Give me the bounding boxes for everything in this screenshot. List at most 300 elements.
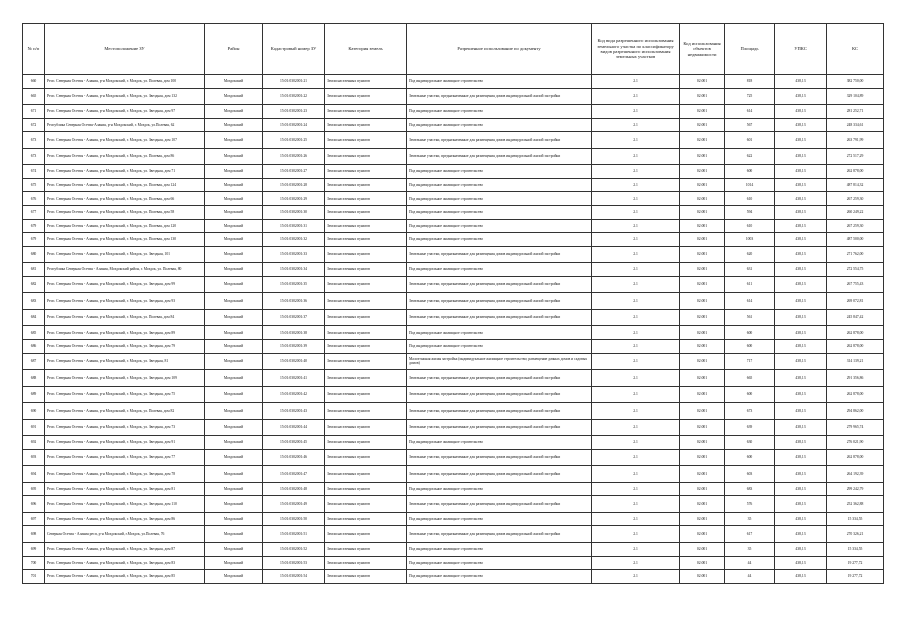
table-row — [23, 246, 884, 263]
use-code-cell: 2.1 — [592, 556, 680, 570]
land-category-cell: Земли населенных пунктов — [325, 449, 407, 466]
cadastral-number-cell: 15:01:0302001:42 — [263, 386, 325, 403]
location-cell: Респ. Северная Осетия - Алания, р-н Моздокский, г. Моздок, ул. Полевая, дом 124 — [45, 178, 205, 192]
upks-cell: 438,13 — [775, 542, 827, 556]
cadastral-number-cell: 15:01:0302001:22 — [263, 88, 325, 105]
row-number-cell: 699 — [23, 542, 45, 556]
ks-cell: 267 259,30 — [827, 192, 884, 206]
upks-cell: 438,13 — [775, 556, 827, 570]
district-cell: Моздокский — [205, 178, 263, 192]
permitted-use-cell: Под индивидуальное жилищное строительство — [407, 233, 592, 247]
use-code-cell: 2.1 — [592, 233, 680, 247]
row-number-cell: 679 — [23, 219, 45, 233]
property-use-code-cell: 02:001 — [680, 386, 725, 403]
cadastral-number-cell: 15:01:0302001:53 — [263, 556, 325, 570]
column-header: Код использования объектов недвижимости — [680, 24, 725, 75]
use-code-cell: 2.1 — [592, 570, 680, 584]
table-row — [23, 419, 884, 436]
ks-cell: 382 750,00 — [827, 75, 884, 89]
area-cell: 35 — [725, 512, 775, 526]
cadastral-number-cell: 15:01:0302001:26 — [263, 148, 325, 165]
use-code-cell: 2.1 — [592, 309, 680, 326]
land-category-cell: Земли населенных пунктов — [325, 386, 407, 403]
location-cell: Респ. Северная Осетия - Алания, р-н Моздокский, г. Моздок, ул. Звездная, дом 79 — [45, 340, 205, 354]
table-row — [23, 449, 884, 466]
area-cell: 630 — [725, 436, 775, 450]
location-cell: Респ. Северная Осетия - Алания, р-н Моздокский, г. Моздок, ул. Звездная, дом 107 — [45, 132, 205, 149]
row-number-cell: 695 — [23, 482, 45, 496]
ks-cell: 19 277,72 — [827, 556, 884, 570]
ks-cell: 262 878,00 — [827, 340, 884, 354]
property-use-code-cell: 02:001 — [680, 263, 725, 277]
permitted-use-cell: Земельные участки, предназначенные для размещения домов индивидуальной жилой застройки — [407, 148, 592, 165]
area-cell: 614 — [725, 293, 775, 310]
upks-cell: 438,13 — [775, 75, 827, 89]
district-cell: Моздокский — [205, 105, 263, 119]
cadastral-number-cell: 15:01:0302001:39 — [263, 340, 325, 354]
area-cell: 614 — [725, 105, 775, 119]
upks-cell: 438,13 — [775, 370, 827, 387]
column-header: УПКС — [775, 24, 827, 75]
table-row — [23, 570, 884, 584]
permitted-use-cell: Земельные участки, предназначенные для размещения домов индивидуальной жилой застройки — [407, 132, 592, 149]
property-use-code-cell: 02:001 — [680, 370, 725, 387]
district-cell: Моздокский — [205, 276, 263, 293]
land-category-cell: Земли населенных пунктов — [325, 118, 407, 132]
location-cell: Респ. Северная Осетия - Алания, р-н Моздокский, г. Моздок, ул. Полевая, дом 86 — [45, 148, 205, 165]
permitted-use-cell: Под индивидуальное жилищное строительство — [407, 326, 592, 340]
use-code-cell: 2.1 — [592, 88, 680, 105]
use-code-cell: 2.1 — [592, 276, 680, 293]
land-category-cell: Земли населенных пунктов — [325, 436, 407, 450]
ks-cell: 294 862,00 — [827, 403, 884, 420]
cadastral-number-cell: 15:01:0302001:46 — [263, 449, 325, 466]
table-row — [23, 496, 884, 513]
land-category-cell: Земли населенных пунктов — [325, 309, 407, 326]
upks-cell: 438,13 — [775, 165, 827, 179]
ks-cell: 19 277,72 — [827, 570, 884, 584]
permitted-use-cell: Земельные участки, предназначенные для размещения домов индивидуальной жилой застройки — [407, 403, 592, 420]
use-code-cell: 2.1 — [592, 165, 680, 179]
cadastral-number-cell: 15:01:0302001:47 — [263, 466, 325, 483]
use-code-cell: 2.1 — [592, 449, 680, 466]
ks-cell: 279 965,74 — [827, 419, 884, 436]
location-cell: Респ. Северная Осетия - Алания, р-н Моздокский, г. Моздок, ул. Полевая, дом 58 — [45, 206, 205, 220]
ks-cell: 487 500,00 — [827, 233, 884, 247]
location-cell: Респ. Северная Осетия - Алания, р-н Моздокский, г. Моздок, ул. Полевая, дом 130 — [45, 233, 205, 247]
land-category-cell: Земли населенных пунктов — [325, 132, 407, 149]
use-code-cell: 2.1 — [592, 340, 680, 354]
upks-cell: 438,13 — [775, 340, 827, 354]
location-cell: Респ. Северная Осетия - Алания, р-н Моздокский, г. Моздок, ул. Звездная, 101 — [45, 246, 205, 263]
ks-cell: 262 878,00 — [827, 165, 884, 179]
use-code-cell: 2.1 — [592, 386, 680, 403]
property-use-code-cell: 02:001 — [680, 542, 725, 556]
area-cell: 631 — [725, 263, 775, 277]
district-cell: Моздокский — [205, 526, 263, 543]
permitted-use-cell: Под индивидуальное жилищное строительство — [407, 570, 592, 584]
area-cell: 594 — [725, 206, 775, 220]
upks-cell: 438,13 — [775, 386, 827, 403]
column-header: Площадь — [725, 24, 775, 75]
ks-cell: 248 334,61 — [827, 118, 884, 132]
land-category-cell: Земли населенных пунктов — [325, 105, 407, 119]
district-cell: Моздокский — [205, 165, 263, 179]
cadastral-number-cell: 15:01:0302001:48 — [263, 482, 325, 496]
row-number-cell: 689 — [23, 386, 45, 403]
district-cell: Моздокский — [205, 496, 263, 513]
upks-cell: 438,13 — [775, 419, 827, 436]
column-header: Код вида разрешенного использования земельного участка по классификатору видов разрешенного использования земельных участков — [592, 24, 680, 75]
area-cell: 600 — [725, 326, 775, 340]
cadastral-number-cell: 15:01:0302001:37 — [263, 309, 325, 326]
district-cell: Моздокский — [205, 132, 263, 149]
ks-cell: 329 104,89 — [827, 88, 884, 105]
property-use-code-cell: 02:001 — [680, 276, 725, 293]
ks-cell: 263 791,99 — [827, 132, 884, 149]
location-cell: Респ. Северная Осетия - Алания, р-н Моздокский, г. Моздок, ул. Звездная, дом 81 — [45, 482, 205, 496]
upks-cell: 438,13 — [775, 219, 827, 233]
area-cell: 600 — [725, 386, 775, 403]
district-cell: Моздокский — [205, 436, 263, 450]
document-page — [22, 23, 883, 584]
area-cell: 567 — [725, 118, 775, 132]
cadastral-number-cell: 15:01:0302001:44 — [263, 419, 325, 436]
use-code-cell: 2.1 — [592, 206, 680, 220]
table-row — [23, 88, 884, 105]
table-row — [23, 206, 884, 220]
district-cell: Моздокский — [205, 403, 263, 420]
permitted-use-cell: Земельные участки, предназначенные для размещения домов индивидуальной жилой застройки — [407, 276, 592, 293]
location-cell: Респ. Северная Осетия - Алания, р-н Моздокский, г. Моздок, ул. Полевая, дом 82 — [45, 403, 205, 420]
ks-cell: 15 334,55 — [827, 542, 884, 556]
area-cell: 611 — [725, 276, 775, 293]
table-row — [23, 263, 884, 277]
district-cell: Моздокский — [205, 542, 263, 556]
table-row — [23, 353, 884, 370]
table-row — [23, 276, 884, 293]
use-code-cell: 2.1 — [592, 178, 680, 192]
district-cell: Моздокский — [205, 340, 263, 354]
ks-cell: 291 356,86 — [827, 370, 884, 387]
row-number-cell: 682 — [23, 276, 45, 293]
permitted-use-cell: Под индивидуальное жилищное строительство — [407, 482, 592, 496]
location-cell: Респ. Северная Осетия - Алания, р-н Моздокский, г. Моздок, ул. Звездная, дом 87 — [45, 542, 205, 556]
permitted-use-cell: Малоэтажная жилая застройка (индивидуальное жилищное строительство; размещение дачных домов и садовых домов) — [407, 353, 592, 370]
row-number-cell: 671 — [23, 105, 45, 119]
district-cell: Моздокский — [205, 263, 263, 277]
table-row — [23, 118, 884, 132]
ks-cell: 276 021,90 — [827, 436, 884, 450]
property-use-code-cell: 02:001 — [680, 309, 725, 326]
land-category-cell: Земли населенных пунктов — [325, 353, 407, 370]
upks-cell: 438,13 — [775, 105, 827, 119]
property-use-code-cell: 02:001 — [680, 178, 725, 192]
area-cell: 610 — [725, 219, 775, 233]
property-use-code-cell: 02:001 — [680, 353, 725, 370]
location-cell: Респ. Северная Осетия - Алания, р-н Моздокский, г. Моздок, ул. Полевая, дом 84 — [45, 309, 205, 326]
row-number-cell: 675 — [23, 178, 45, 192]
table-row — [23, 340, 884, 354]
row-number-cell: 694 — [23, 466, 45, 483]
ks-cell: 245 847,42 — [827, 309, 884, 326]
ks-cell: 270 326,21 — [827, 526, 884, 543]
row-number-cell: 686 — [23, 340, 45, 354]
property-use-code-cell: 02:001 — [680, 570, 725, 584]
location-cell: Респ. Северная Осетия - Алания, р-н Моздокский, г. Моздок, ул. Звездная, дом 73 — [45, 419, 205, 436]
upks-cell: 438,13 — [775, 309, 827, 326]
table-row — [23, 148, 884, 165]
upks-cell: 438,13 — [775, 526, 827, 543]
cadastral-number-cell: 15:01:0302001:35 — [263, 276, 325, 293]
area-cell: 1014 — [725, 178, 775, 192]
area-cell: 44 — [725, 570, 775, 584]
use-code-cell: 2.1 — [592, 326, 680, 340]
upks-cell: 438,13 — [775, 233, 827, 247]
land-category-cell: Земли населенных пунктов — [325, 512, 407, 526]
table-row — [23, 542, 884, 556]
property-use-code-cell: 02:001 — [680, 105, 725, 119]
permitted-use-cell: Земельные участки, предназначенные для размещения домов индивидуальной жилой застройки — [407, 449, 592, 466]
upks-cell: 438,13 — [775, 293, 827, 310]
use-code-cell: 2.1 — [592, 403, 680, 420]
ks-cell: 264 192,39 — [827, 466, 884, 483]
table-row — [23, 370, 884, 387]
ks-cell: 281 252,71 — [827, 105, 884, 119]
upks-cell: 438,13 — [775, 263, 827, 277]
land-category-cell: Земли населенных пунктов — [325, 88, 407, 105]
land-category-cell: Земли населенных пунктов — [325, 526, 407, 543]
ks-cell: 15 334,55 — [827, 512, 884, 526]
location-cell: Респ. Северная Осетия - Алания, р-н Моздокский, г. Моздок, ул. Звездная, дом 132 — [45, 88, 205, 105]
location-cell: Респ. Северная Осетия - Алания, р-н Моздокский, г. Моздок, ул. Звездная, дом 99 — [45, 276, 205, 293]
table-row — [23, 403, 884, 420]
land-category-cell: Земли населенных пунктов — [325, 276, 407, 293]
row-number-cell: 693 — [23, 449, 45, 466]
permitted-use-cell: Под индивидуальное жилищное строительство — [407, 512, 592, 526]
row-number-cell: 660 — [23, 75, 45, 89]
upks-cell: 438,13 — [775, 148, 827, 165]
upks-cell: 438,13 — [775, 192, 827, 206]
area-cell: 639 — [725, 419, 775, 436]
upks-cell: 438,13 — [775, 482, 827, 496]
upks-cell: 438,13 — [775, 449, 827, 466]
row-number-cell: 683 — [23, 293, 45, 310]
upks-cell: 438,13 — [775, 132, 827, 149]
location-cell: Респ. Северная Осетия - Алания, р-н Моздокский, г. Моздок, ул. Полевая, дом 66 — [45, 192, 205, 206]
ks-cell: 260 249,22 — [827, 206, 884, 220]
land-category-cell: Земли населенных пунктов — [325, 165, 407, 179]
use-code-cell: 2.1 — [592, 293, 680, 310]
ks-cell: 267 755,43 — [827, 276, 884, 293]
land-category-cell: Земли населенных пунктов — [325, 246, 407, 263]
district-cell: Моздокский — [205, 353, 263, 370]
row-number-cell: 676 — [23, 192, 45, 206]
upks-cell: 438,13 — [775, 512, 827, 526]
district-cell: Моздокский — [205, 233, 263, 247]
use-code-cell: 2.1 — [592, 370, 680, 387]
area-cell: 600 — [725, 340, 775, 354]
upks-cell: 438,13 — [775, 570, 827, 584]
use-code-cell: 2.1 — [592, 219, 680, 233]
area-cell: 818 — [725, 75, 775, 89]
area-cell: 35 — [725, 542, 775, 556]
table-row — [23, 178, 884, 192]
area-cell: 665 — [725, 370, 775, 387]
land-category-cell: Земли населенных пунктов — [325, 496, 407, 513]
property-use-code-cell: 02:001 — [680, 340, 725, 354]
table-row — [23, 165, 884, 179]
location-cell: Респ. Северная Осетия - Алания, р-н Моздокский, г. Моздок, ул. Звездная, дом 83 — [45, 556, 205, 570]
upks-cell: 438,13 — [775, 326, 827, 340]
cadastral-number-cell: 15:01:0302001:28 — [263, 178, 325, 192]
area-cell: 603 — [725, 466, 775, 483]
location-cell: Респ. Северная Осетия - Алания, р-н Моздокский, г. Моздок, ул. Звездная, дом 91 — [45, 436, 205, 450]
area-cell: 673 — [725, 403, 775, 420]
location-cell: Респ. Северная Осетия - Алания, р-н Моздокский, г. Моздок, ул. Звездная, дом 97 — [45, 105, 205, 119]
land-category-cell: Земли населенных пунктов — [325, 419, 407, 436]
use-code-cell: 2.1 — [592, 512, 680, 526]
column-header: Категория земель — [325, 24, 407, 75]
cadastral-number-cell: 15:01:0302001:31 — [263, 219, 325, 233]
row-number-cell: 673 — [23, 132, 45, 149]
row-number-cell: 692 — [23, 436, 45, 450]
cadastral-number-cell: 15:01:0302001:21 — [263, 75, 325, 89]
upks-cell: 438,13 — [775, 88, 827, 105]
use-code-cell: 2.1 — [592, 105, 680, 119]
cadastral-number-cell: 15:01:0302001:54 — [263, 570, 325, 584]
cadastral-number-cell: 15:01:0302001:38 — [263, 326, 325, 340]
column-header: Разрешенное использование по документу — [407, 24, 592, 75]
upks-cell: 438,13 — [775, 178, 827, 192]
permitted-use-cell: Земельные участки, предназначенные для размещения домов индивидуальной жилой застройки — [407, 309, 592, 326]
use-code-cell: 2.1 — [592, 246, 680, 263]
permitted-use-cell: Под индивидуальное жилищное строительство — [407, 263, 592, 277]
row-number-cell: 680 — [23, 246, 45, 263]
property-use-code-cell: 02:001 — [680, 75, 725, 89]
use-code-cell: 2.1 — [592, 482, 680, 496]
location-cell: Северная Осетия - Алания респ, р-н Моздокский, г.Моздок, ул.Полевая, 76 — [45, 526, 205, 543]
district-cell: Моздокский — [205, 293, 263, 310]
district-cell: Моздокский — [205, 386, 263, 403]
row-number-cell: 697 — [23, 512, 45, 526]
location-cell: Респ. Северная Осетия - Алания, р-н Моздокский, г. Моздок, ул. Звездная, дом 85 — [45, 570, 205, 584]
property-use-code-cell: 02:001 — [680, 132, 725, 149]
location-cell: Респ. Северная Осетия - Алания, р-н Моздокский, г. Моздок, ул. Звездная, дом 71 — [45, 165, 205, 179]
property-use-code-cell: 02:001 — [680, 293, 725, 310]
area-cell: 620 — [725, 246, 775, 263]
location-cell: Респ. Северная Осетия - Алания, р-н Моздокский, г. Моздок, ул. Звездная, дом 109 — [45, 370, 205, 387]
row-number-cell: 674 — [23, 165, 45, 179]
cadastral-number-cell: 15:01:0302001:40 — [263, 353, 325, 370]
table-row — [23, 466, 884, 483]
land-category-cell: Земли населенных пунктов — [325, 370, 407, 387]
ks-cell: 299 242,79 — [827, 482, 884, 496]
land-category-cell: Земли населенных пунктов — [325, 403, 407, 420]
cadastral-number-cell: 15:01:0302001:36 — [263, 293, 325, 310]
land-category-cell: Земли населенных пунктов — [325, 148, 407, 165]
area-cell: 44 — [725, 556, 775, 570]
property-use-code-cell: 02:001 — [680, 556, 725, 570]
row-number-cell: 673 — [23, 148, 45, 165]
ks-cell: 262 878,00 — [827, 386, 884, 403]
table-row — [23, 326, 884, 340]
table-row — [23, 512, 884, 526]
ks-cell: 269 072,81 — [827, 293, 884, 310]
land-category-cell: Земли населенных пунктов — [325, 233, 407, 247]
property-use-code-cell: 02:001 — [680, 482, 725, 496]
table-body — [23, 75, 884, 584]
property-use-code-cell: 02:001 — [680, 419, 725, 436]
land-category-cell: Земли населенных пунктов — [325, 570, 407, 584]
ks-cell: 314 139,21 — [827, 353, 884, 370]
land-category-cell: Земли населенных пунктов — [325, 75, 407, 89]
row-number-cell: 696 — [23, 496, 45, 513]
property-use-code-cell: 02:001 — [680, 466, 725, 483]
use-code-cell: 2.1 — [592, 353, 680, 370]
cadastral-number-cell: 15:01:0302001:29 — [263, 192, 325, 206]
permitted-use-cell: Земельные участки, предназначенные для размещения домов индивидуальной жилой застройки — [407, 419, 592, 436]
table-row — [23, 386, 884, 403]
upks-cell: 438,13 — [775, 403, 827, 420]
land-category-cell: Земли населенных пунктов — [325, 263, 407, 277]
land-category-cell: Земли населенных пунктов — [325, 219, 407, 233]
district-cell: Моздокский — [205, 219, 263, 233]
land-category-cell: Земли населенных пунктов — [325, 466, 407, 483]
land-category-cell: Земли населенных пунктов — [325, 542, 407, 556]
upks-cell: 438,13 — [775, 276, 827, 293]
permitted-use-cell: Под индивидуальное жилищное строительство — [407, 105, 592, 119]
area-cell: 561 — [725, 309, 775, 326]
cadastral-number-cell: 15:01:0302001:43 — [263, 403, 325, 420]
table-row — [23, 132, 884, 149]
property-use-code-cell: 02:001 — [680, 165, 725, 179]
district-cell: Моздокский — [205, 148, 263, 165]
ks-cell: 272 554,75 — [827, 263, 884, 277]
table-row — [23, 556, 884, 570]
property-use-code-cell: 02:001 — [680, 88, 725, 105]
permitted-use-cell: Под индивидуальное жилищное строительство — [407, 219, 592, 233]
district-cell: Моздокский — [205, 512, 263, 526]
district-cell: Моздокский — [205, 88, 263, 105]
district-cell: Моздокский — [205, 449, 263, 466]
table-row — [23, 293, 884, 310]
property-use-code-cell: 02:001 — [680, 192, 725, 206]
use-code-cell: 2.1 — [592, 132, 680, 149]
permitted-use-cell: Земельные участки, предназначенные для размещения домов индивидуальной жилой застройки — [407, 293, 592, 310]
cadastral-number-cell: 15:01:0302001:50 — [263, 512, 325, 526]
use-code-cell: 2.1 — [592, 192, 680, 206]
property-use-code-cell: 02:001 — [680, 436, 725, 450]
cadastral-number-cell: 15:01:0302001:52 — [263, 542, 325, 556]
permitted-use-cell: Под индивидуальное жилищное строительство — [407, 206, 592, 220]
location-cell: Респ. Северная Осетия - Алания, р-н Моздокский, г. Моздок, ул. Звездная, дом 93 — [45, 293, 205, 310]
permitted-use-cell: Под индивидуальное жилищное строительство — [407, 165, 592, 179]
permitted-use-cell: Под индивидуальное жилищное строительство — [407, 436, 592, 450]
upks-cell: 438,13 — [775, 466, 827, 483]
cadastral-number-cell: 15:01:0302001:24 — [263, 118, 325, 132]
upks-cell: 438,13 — [775, 118, 827, 132]
permitted-use-cell: Земельные участки, предназначенные для размещения домов индивидуальной жилой застройки — [407, 526, 592, 543]
table-row — [23, 105, 884, 119]
area-cell: 600 — [725, 165, 775, 179]
property-use-code-cell: 02:001 — [680, 219, 725, 233]
district-cell: Моздокский — [205, 75, 263, 89]
land-category-cell: Земли населенных пунктов — [325, 326, 407, 340]
property-use-code-cell: 02:001 — [680, 206, 725, 220]
use-code-cell: 2.1 — [592, 263, 680, 277]
land-category-cell: Земли населенных пунктов — [325, 556, 407, 570]
